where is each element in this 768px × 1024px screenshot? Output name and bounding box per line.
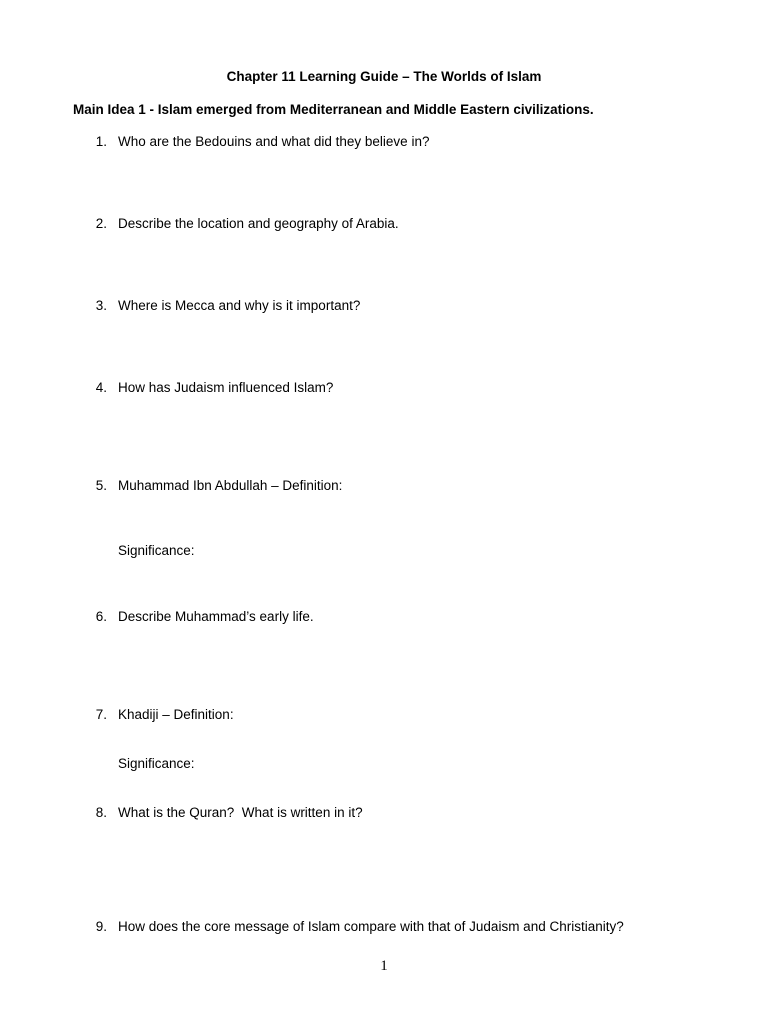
significance-label: Significance: xyxy=(118,543,195,558)
significance-label: Significance: xyxy=(118,756,195,771)
question-number: 6. xyxy=(95,609,107,624)
question-text: Khadiji – Definition: xyxy=(118,707,234,722)
question-text: How has Judaism influenced Islam? xyxy=(118,380,334,395)
question-number: 5. xyxy=(95,478,107,493)
main-idea-heading: Main Idea 1 - Islam emerged from Mediterranean and Middle Eastern civilizations. xyxy=(73,102,594,117)
question-text: Muhammad Ibn Abdullah – Definition: xyxy=(118,478,343,493)
question-number: 2. xyxy=(95,216,107,231)
question-text: Where is Mecca and why is it important? xyxy=(118,298,361,313)
question-text: Describe Muhammad’s early life. xyxy=(118,609,314,624)
question-number: 1. xyxy=(95,134,107,149)
question-text: How does the core message of Islam compare with that of Judaism and Christianity? xyxy=(118,919,624,934)
question-text: What is the Quran? What is written in it? xyxy=(118,805,363,820)
question-number: 9. xyxy=(95,919,107,934)
question-number: 8. xyxy=(95,805,107,820)
page-number: 1 xyxy=(380,958,388,974)
page-title: Chapter 11 Learning Guide – The Worlds of Islam xyxy=(226,69,542,84)
question-number: 3. xyxy=(95,298,107,313)
question-number: 7. xyxy=(95,707,107,722)
question-number: 4. xyxy=(95,380,107,395)
question-text: Who are the Bedouins and what did they believe in? xyxy=(118,134,430,149)
question-text: Describe the location and geography of Arabia. xyxy=(118,216,399,231)
